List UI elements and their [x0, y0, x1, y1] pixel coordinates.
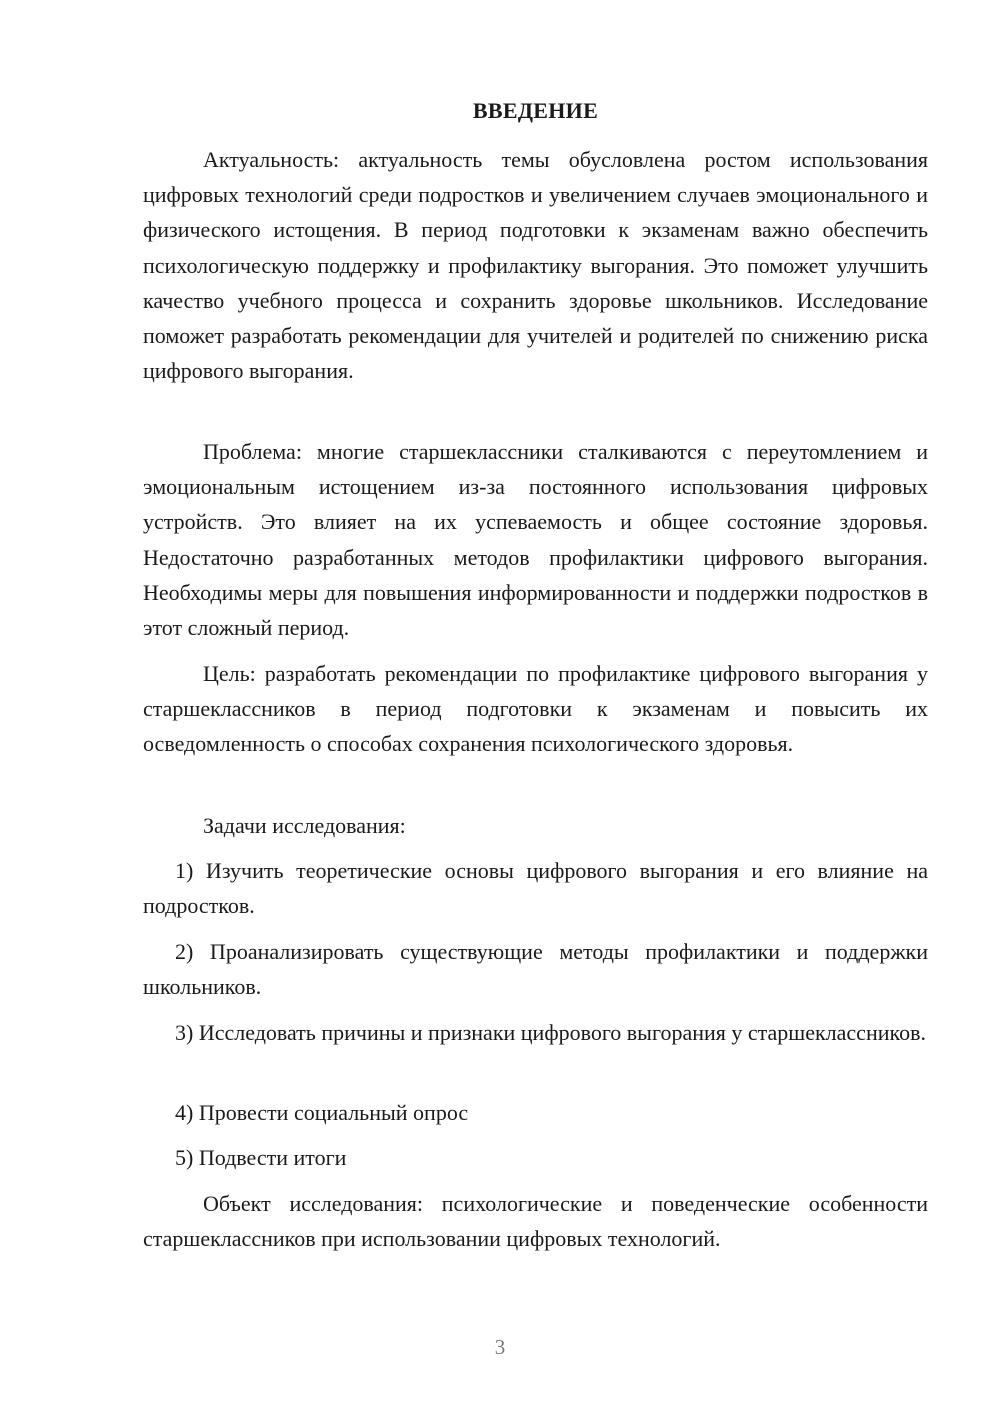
task-item-1: 1) Изучить теоретические основы цифрового выгорания и его влияние на подростков. [143, 858, 928, 919]
page-title: ВВЕДЕНИЕ [472, 98, 599, 123]
page-number: 3 [494, 1335, 506, 1359]
problem-paragraph: Проблема: многие старшеклассники сталкиваются с переутомлением и эмоциональным истощением из-за постоянного использования цифровых устройств. Это влияет на их успеваемость и общее состояние здоровья. Недостаточно разработанных методов профилактики цифрового выгорания. Необходимы меры для повышения информированности и поддержки подростков в этот сложный период. [143, 439, 928, 641]
task-item-5: 5) Подвести итоги [175, 1145, 347, 1170]
task-item-4: 4) Провести социальный опрос [175, 1100, 469, 1125]
task-item-3: 3) Исследовать причины и признаки цифрового выгорания у старшеклассников. [175, 1020, 926, 1045]
relevance-paragraph: Актуальность: актуальность темы обусловлена ростом использования цифровых технологий среди подростков и увеличением случаев эмоционального и физического истощения. В период подготовки к экзаменам важно обеспечить психологическую поддержку и профилактику выгорания. Это поможет улучшить качество учебного процесса и сохранить здоровье школьников. Исследование поможет разработать рекомендации для учителей и родителей по снижению риска цифрового выгорания. [143, 147, 928, 384]
task-item-2: 2) Проанализировать существующие методы профилактики и поддержки школьников. [143, 939, 928, 1000]
object-paragraph: Объект исследования: психологические и поведенческие особенности старшеклассников при использовании цифровых технологий. [143, 1191, 928, 1252]
tasks-heading: Задачи исследования: [203, 813, 406, 838]
goal-paragraph: Цель: разработать рекомендации по профилактике цифрового выгорания у старшеклассников в период подготовки к экзаменам и повысить их осведомленность о способах сохранения психологического здоровья. [143, 661, 928, 757]
